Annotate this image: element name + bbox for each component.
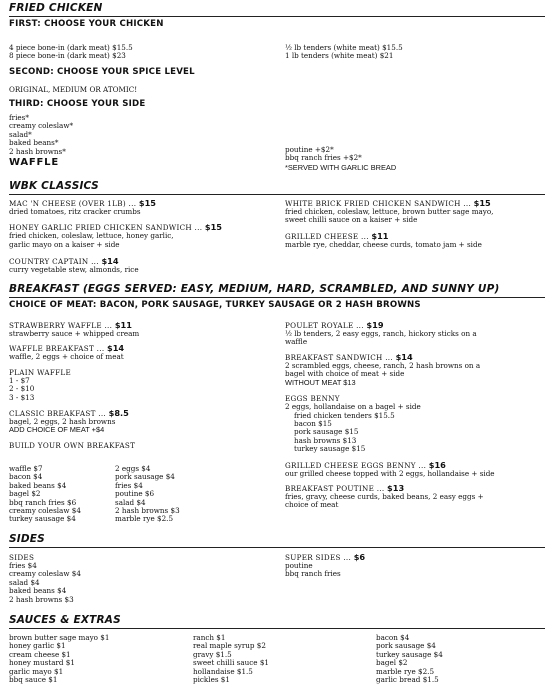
side-options-right xyxy=(285,146,396,172)
menu-item-price: $16 xyxy=(428,459,446,470)
choose-side-heading: THIRD: CHOOSE YOUR SIDE xyxy=(9,99,146,109)
list-item: bacon $4 xyxy=(9,472,43,482)
build-col-1 xyxy=(9,465,81,524)
list-item: hash browns $13 xyxy=(294,435,357,445)
list-item: salad $4 xyxy=(115,497,146,507)
list-item: fries $4 xyxy=(115,480,143,490)
list-item: baked beans* xyxy=(9,138,59,148)
menu-item-price: $14 xyxy=(395,351,413,362)
menu-item-name: WHITE BRICK FRIED CHICKEN SANDWICH ... $15 xyxy=(285,198,491,208)
list-item: brown butter sage mayo $1 xyxy=(9,633,110,642)
list-item: bacon $15 xyxy=(294,419,332,429)
list-item: salad $4 xyxy=(9,577,40,587)
sides-left-column xyxy=(9,553,81,604)
menu-item-price: $6 xyxy=(353,552,366,562)
menu-item-desc: bagel with choice of meat + side xyxy=(285,369,405,379)
spice-options: ORIGINAL, MEDIUM OR ATOMIC! xyxy=(9,85,138,94)
list-item: fries $4 xyxy=(9,561,37,570)
list-item: ½ lb tenders (white meat) $15.5 xyxy=(285,43,403,52)
list-item: gravy $1.5 xyxy=(193,649,232,659)
menu-item-desc: fries, gravy, cheese curds, baked beans, 2 easy eggs + xyxy=(285,492,484,502)
list-item: baked beans $4 xyxy=(9,586,67,596)
choose-chicken-heading: FIRST: CHOOSE YOUR CHICKEN xyxy=(9,19,164,29)
menu-item-price: $19 xyxy=(366,320,384,330)
spice-level-heading: SECOND: CHOOSE YOUR SPICE LEVEL xyxy=(9,67,195,77)
chicken-options-right xyxy=(285,44,403,61)
list-item: baked beans $4 xyxy=(9,480,67,490)
menu-item-desc: strawberry sauce + whipped cream xyxy=(9,329,140,338)
list-item: turkey sausage $4 xyxy=(9,514,76,524)
menu-item-name: STRAWBERRY WAFFLE ... $11 xyxy=(9,320,132,330)
menu-item-desc: dried tomatoes, ritz cracker crumbs xyxy=(9,207,141,216)
list-item: honey mustard $1 xyxy=(9,658,75,668)
benny-options xyxy=(285,412,545,454)
list-item: 3 - $13 xyxy=(9,392,35,402)
list-item: bbq ranch fries $6 xyxy=(9,497,77,507)
list-item: poutine xyxy=(285,561,313,570)
classics-left-column xyxy=(9,199,279,275)
menu-item-desc: garlic mayo on a kaiser + side xyxy=(9,239,120,249)
menu-item-desc: 2 scrambled eggs, cheese, ranch, 2 hash browns on a xyxy=(285,360,481,370)
list-item: pickles $1 xyxy=(193,675,230,685)
garlic-bread-note: *SERVED WITH GARLIC BREAD xyxy=(285,162,397,172)
side-options-left xyxy=(9,114,73,169)
menu-item-desc: waffle, 2 eggs + choice of meat xyxy=(9,352,124,362)
menu-item-desc: 2 eggs, hollandaise on a bagel + side xyxy=(285,402,421,412)
list-item: turkey sausage $15 xyxy=(294,444,366,454)
list-item: garlic mayo $1 xyxy=(9,666,64,676)
menu-item-name: BUILD YOUR OWN BREAKFAST xyxy=(9,441,136,451)
menu-item-name: WAFFLE BREAKFAST ... $14 xyxy=(9,343,125,354)
list-item: poutine +$2* xyxy=(285,145,334,154)
menu-item-name: CLASSIC BREAKFAST ... $8.5 xyxy=(9,408,129,419)
list-item: 2 hash browns* xyxy=(9,146,66,156)
sauces-col-3 xyxy=(376,634,443,684)
list-item: salad* xyxy=(9,129,32,139)
chicken-options-left xyxy=(9,44,133,61)
list-item: fries* xyxy=(9,113,29,122)
build-col-2 xyxy=(115,465,180,524)
list-item: creamy coleslaw $4 xyxy=(9,569,81,579)
list-item: honey garlic $1 xyxy=(9,641,66,651)
menu-item-desc: our grilled cheese topped with 2 eggs, hollandaise + side xyxy=(285,468,495,478)
menu-item-name: GRILLED CHEESE ... $11 xyxy=(285,230,389,241)
list-item: waffle $7 xyxy=(9,464,43,473)
menu-item-name: PLAIN WAFFLE xyxy=(9,367,72,377)
list-item: pork sausage $15 xyxy=(294,427,359,437)
menu-item-price: $11 xyxy=(371,230,389,241)
menu-item-desc: marble rye, cheddar, cheese curds, tomato jam + side xyxy=(285,239,482,249)
list-item: marble rye $2.5 xyxy=(115,514,174,524)
menu-item-price: $14 xyxy=(101,256,119,267)
breakfast-right-column xyxy=(285,321,545,510)
super-sides xyxy=(285,553,365,579)
divider xyxy=(9,628,545,629)
list-item: 2 hash browns $3 xyxy=(115,506,180,516)
sauces-section xyxy=(9,614,545,631)
list-item: 1 lb tenders (white meat) $21 xyxy=(285,51,394,61)
list-item: 2 eggs $4 xyxy=(115,464,151,473)
classics-section xyxy=(9,180,545,197)
menu-item-desc: curry vegetable stew, almonds, rice xyxy=(9,265,139,275)
menu-item-price: $11 xyxy=(114,320,132,330)
list-item: bagel $2 xyxy=(376,658,408,668)
list-item: 4 piece bone-in (dark meat) $15.5 xyxy=(9,43,133,52)
divider xyxy=(9,297,545,298)
list-item: bbq ranch fries +$2* xyxy=(285,153,362,163)
menu-item-name: MAC 'N CHEESE (OVER 1LB) ... $15 xyxy=(9,198,156,208)
list-item: garlic bread $1.5 xyxy=(376,675,439,685)
sides-title: SIDES xyxy=(9,533,45,545)
fried-chicken-title: FRIED CHICKEN xyxy=(9,2,103,14)
list-item: creamy coleslaw* xyxy=(9,121,74,131)
list-item: turkey sausage $4 xyxy=(376,649,443,659)
menu-item-desc: ½ lb tenders, 2 easy eggs, ranch, hickory sticks on a xyxy=(285,329,477,338)
menu-item-price: $13 xyxy=(387,483,405,494)
menu-item-note: ADD CHOICE OF MEAT +$4 xyxy=(9,425,105,435)
menu-item-desc: sweet chilli sauce on a kaiser + side xyxy=(285,215,418,225)
breakfast-left-column xyxy=(9,321,279,450)
breakfast-title: BREAKFAST (EGGS SERVED: EASY, MEDIUM, HARD, SCRAMBLED, AND SUNNY UP) xyxy=(9,283,500,295)
divider xyxy=(9,194,545,195)
fried-chicken-section xyxy=(9,2,545,30)
classics-title: WBK CLASSICS xyxy=(9,180,99,192)
menu-item-note: WITHOUT MEAT $13 xyxy=(285,377,356,387)
menu-item-name: COUNTRY CAPTAIN ... $14 xyxy=(9,256,119,267)
list-item: bbq ranch fries xyxy=(285,569,341,579)
list-item: bagel $2 xyxy=(9,489,41,499)
menu-item-name: POULET ROYALE ... $19 xyxy=(285,320,384,330)
divider xyxy=(9,16,545,17)
list-item: 2 hash browns $3 xyxy=(9,594,74,604)
menu-item-price: $15 xyxy=(204,222,222,233)
menu-item-desc: fried chicken, coleslaw, lettuce, brown butter sage mayo, xyxy=(285,207,494,216)
menu-item-name: GRILLED CHEESE EGGS BENNY ... $16 xyxy=(285,459,446,470)
list-item: pork sausage $4 xyxy=(115,472,175,482)
menu-item-price: $15 xyxy=(138,198,156,208)
sauces-title: SAUCES & EXTRAS xyxy=(9,614,121,626)
list-item: ranch $1 xyxy=(193,633,226,642)
waffle-option: WAFFLE xyxy=(9,157,59,169)
breakfast-section xyxy=(9,283,545,311)
list-item: 1 - $7 xyxy=(9,375,30,385)
menu-item-price: $15 xyxy=(473,198,491,208)
divider xyxy=(9,547,545,548)
list-item: real maple syrup $2 xyxy=(193,641,266,651)
list-item: creamy coleslaw $4 xyxy=(9,506,81,516)
list-item: cream cheese $1 xyxy=(9,649,71,659)
menu-item-price: $8.5 xyxy=(108,408,129,419)
menu-item-name: HONEY GARLIC FRIED CHICKEN SANDWICH ... $15 xyxy=(9,222,222,233)
list-item: pork sausage $4 xyxy=(376,641,436,651)
list-item: 2 - $10 xyxy=(9,384,35,394)
list-item: fried chicken tenders $15.5 xyxy=(294,410,395,420)
menu-item-desc: fried chicken, coleslaw, lettuce, honey garlic, xyxy=(9,231,174,241)
menu-item-name: SUPER SIDES ... $6 xyxy=(285,552,366,562)
sides-section xyxy=(9,533,545,550)
sauces-col-1 xyxy=(9,634,109,684)
list-item: bbq sauce $1 xyxy=(9,675,58,685)
choice-of-meat-heading: CHOICE OF MEAT: BACON, PORK SAUSAGE, TURKEY SAUSAGE OR 2 HASH BROWNS xyxy=(9,300,421,310)
menu-item-desc: waffle xyxy=(285,337,308,347)
menu-item-price: $14 xyxy=(107,343,125,354)
list-item: 8 piece bone-in (dark meat) $23 xyxy=(9,51,126,61)
sauces-col-2 xyxy=(193,634,269,684)
menu-item-name: SIDES xyxy=(9,553,35,562)
list-item: bacon $4 xyxy=(376,633,410,642)
menu-item-name: BREAKFAST SANDWICH ... $14 xyxy=(285,351,413,362)
menu-item-name: BREAKFAST POUTINE ... $13 xyxy=(285,483,405,494)
menu-item-desc: bagel, 2 eggs, 2 hash browns xyxy=(9,417,116,427)
list-item: marble rye $2.5 xyxy=(376,666,435,676)
menu-item-name: EGGS BENNY xyxy=(285,394,340,404)
list-item: poutine $6 xyxy=(115,489,155,499)
list-item: sweet chilli sauce $1 xyxy=(193,658,269,668)
menu-item-desc: choice of meat xyxy=(285,500,339,510)
classics-right-column xyxy=(285,199,545,249)
list-item: hollandaise $1.5 xyxy=(193,666,253,676)
